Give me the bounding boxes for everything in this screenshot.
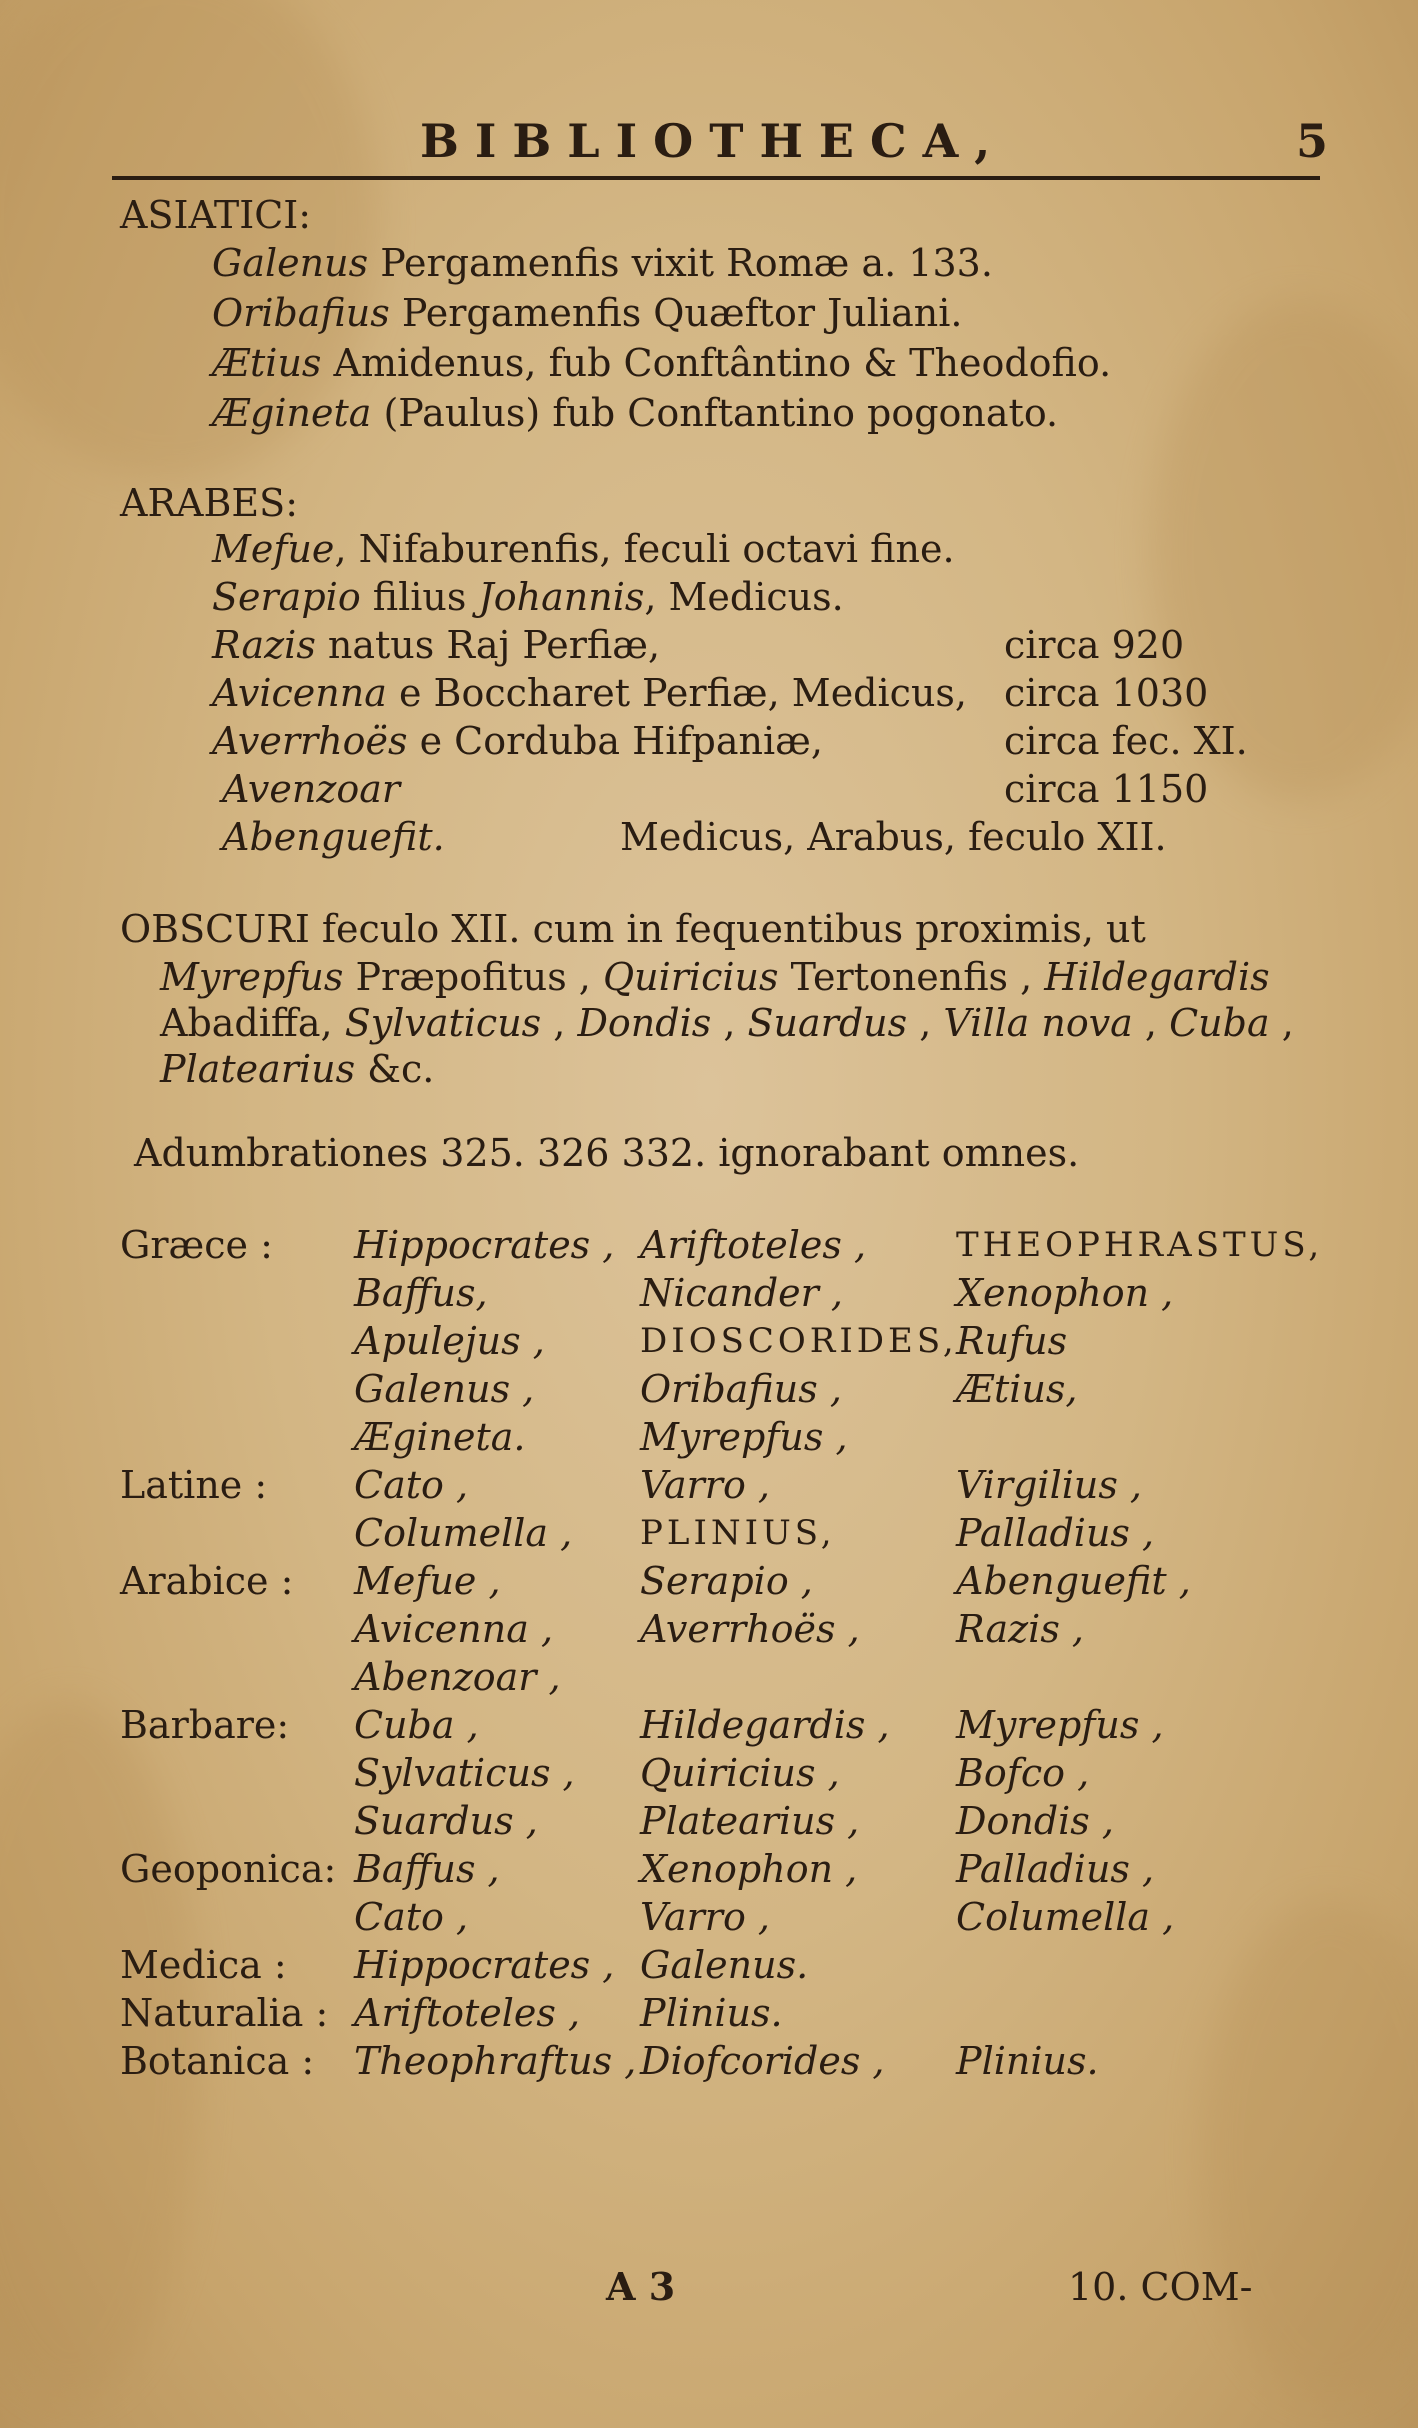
table-cell: Ariftoteles , bbox=[640, 1223, 867, 1267]
table-cell: Serapio , bbox=[640, 1559, 813, 1603]
table-cell: Bofco , bbox=[956, 1751, 1090, 1795]
table-cell: Xenophon , bbox=[640, 1847, 858, 1891]
table-cell: Cato , bbox=[354, 1895, 469, 1939]
table-cell: Columella , bbox=[956, 1895, 1175, 1939]
table-cell: Apulejus , bbox=[354, 1319, 545, 1363]
table-cell: Cuba , bbox=[354, 1703, 479, 1747]
table-cell: Quiricius , bbox=[640, 1751, 840, 1795]
section-heading-arabes: ARABES: bbox=[120, 481, 298, 525]
catchword: 10. COM- bbox=[1068, 2265, 1253, 2309]
entry-galenus: Galenus Pergamenfis vixit Romæ a. 133. bbox=[212, 241, 993, 285]
table-cell: Rufus bbox=[956, 1319, 1068, 1363]
age-stain bbox=[1200, 1900, 1418, 2400]
table-cell: THEOPHRASTUS, bbox=[956, 1225, 1324, 1265]
table-cell: Myrepfus , bbox=[956, 1703, 1164, 1747]
entry-aetius: Ætius Amidenus, fub Conftântino & Theodofio. bbox=[212, 341, 1112, 385]
table-row-label: Barbare: bbox=[120, 1703, 290, 1747]
section-heading-asiatici: ASIATICI: bbox=[120, 193, 312, 237]
table-cell: Cato , bbox=[354, 1463, 469, 1507]
table-cell: Razis , bbox=[956, 1607, 1084, 1651]
table-row-label: Botanica : bbox=[120, 2039, 315, 2083]
table-cell: Galenus , bbox=[354, 1367, 535, 1411]
table-cell: Plinius. bbox=[956, 2039, 1099, 2083]
obscuri-line-2: Myrepfus Præpofitus , Quiricius Tertonenfis , Hildegardis bbox=[160, 955, 1270, 999]
table-cell: Myrepfus , bbox=[640, 1415, 848, 1459]
table-cell: Theophraftus , bbox=[354, 2039, 637, 2083]
table-row-label: Arabice : bbox=[120, 1559, 294, 1603]
date-razis: circa 920 bbox=[1004, 623, 1185, 667]
note-abenguefit: Medicus, Arabus, feculo XII. bbox=[620, 815, 1167, 859]
table-cell: Columella , bbox=[354, 1511, 573, 1555]
table-cell: DIOSCORIDES, bbox=[640, 1321, 958, 1361]
table-cell: Plinius. bbox=[640, 1991, 783, 2035]
table-cell: Palladius , bbox=[956, 1511, 1155, 1555]
obscuri-line-1: OBSCURI feculo XII. cum in fequentibus proximis, ut bbox=[120, 907, 1146, 951]
table-cell: Ariftoteles , bbox=[354, 1991, 581, 2035]
table-cell: Dondis , bbox=[956, 1799, 1114, 1843]
table-cell: Averrhoës , bbox=[640, 1607, 860, 1651]
signature-mark: A 3 bbox=[606, 2264, 676, 2309]
date-avicenna: circa 1030 bbox=[1004, 671, 1209, 715]
table-cell: Varro , bbox=[640, 1895, 770, 1939]
table-row-label: Naturalia : bbox=[120, 1991, 329, 2035]
table-cell: Hippocrates , bbox=[354, 1943, 615, 1987]
table-cell: Baffus , bbox=[354, 1847, 500, 1891]
table-cell: Oribafius , bbox=[640, 1367, 842, 1411]
adumbrationes-line: Adumbrationes 325. 326 332. ignorabant omnes. bbox=[134, 1131, 1080, 1175]
table-cell: Hippocrates , bbox=[354, 1223, 615, 1267]
entry-mesue: Mefue, Nifaburenfis, feculi octavi fine. bbox=[212, 527, 955, 571]
table-cell: Varro , bbox=[640, 1463, 770, 1507]
table-row-label: Geoponica: bbox=[120, 1847, 337, 1891]
table-row-label: Medica : bbox=[120, 1943, 287, 1987]
entry-razis: Razis natus Raj Perfiæ, bbox=[212, 623, 661, 667]
entry-serapio: Serapio filius Johannis, Medicus. bbox=[212, 575, 844, 619]
head-rule bbox=[112, 176, 1320, 180]
table-cell: Nicander , bbox=[640, 1271, 843, 1315]
table-cell: Galenus. bbox=[640, 1943, 809, 1987]
entry-aegineta: Ægineta (Paulus) fub Conftantino pogonato. bbox=[212, 391, 1059, 435]
table-cell: Ætius, bbox=[956, 1367, 1078, 1411]
table-cell: Xenophon , bbox=[956, 1271, 1174, 1315]
table-cell: Baffus, bbox=[354, 1271, 488, 1315]
table-cell: Abenguefit , bbox=[956, 1559, 1191, 1603]
entry-avenzoar: Avenzoar bbox=[222, 767, 401, 811]
table-cell: PLINIUS, bbox=[640, 1513, 836, 1553]
table-cell: Suardus , bbox=[354, 1799, 538, 1843]
table-cell: Diofcorides , bbox=[640, 2039, 885, 2083]
table-row-label: Græce : bbox=[120, 1223, 273, 1267]
running-head-title: BIBLIOTHECA, bbox=[420, 114, 1007, 168]
entry-abenguefit: Abenguefit. bbox=[222, 815, 445, 859]
table-cell: Virgilius , bbox=[956, 1463, 1143, 1507]
entry-oribasius: Oribafius Pergamenfis Quæftor Juliani. bbox=[212, 291, 963, 335]
obscuri-line-3: Abadiffa, Sylvaticus , Dondis , Suardus , Villa nova , Cuba , bbox=[160, 1001, 1294, 1045]
obscuri-line-4: Platearius &c. bbox=[160, 1047, 435, 1091]
date-averrhoes: circa fec. XI. bbox=[1004, 719, 1248, 763]
entry-avicenna: Avicenna e Boccharet Perfiæ, Medicus, bbox=[212, 671, 967, 715]
table-cell: Ægineta. bbox=[354, 1415, 526, 1459]
table-cell: Hildegardis , bbox=[640, 1703, 890, 1747]
table-cell: Avicenna , bbox=[354, 1607, 554, 1651]
page-number: 5 bbox=[1296, 114, 1329, 168]
table-cell: Sylvaticus , bbox=[354, 1751, 575, 1795]
table-cell: Mefue , bbox=[354, 1559, 501, 1603]
table-cell: Palladius , bbox=[956, 1847, 1155, 1891]
table-row-label: Latine : bbox=[120, 1463, 268, 1507]
date-avenzoar: circa 1150 bbox=[1004, 767, 1209, 811]
entry-averrhoes: Averrhoës e Corduba Hifpaniæ, bbox=[212, 719, 823, 763]
table-cell: Platearius , bbox=[640, 1799, 860, 1843]
table-cell: Abenzoar , bbox=[354, 1655, 561, 1699]
